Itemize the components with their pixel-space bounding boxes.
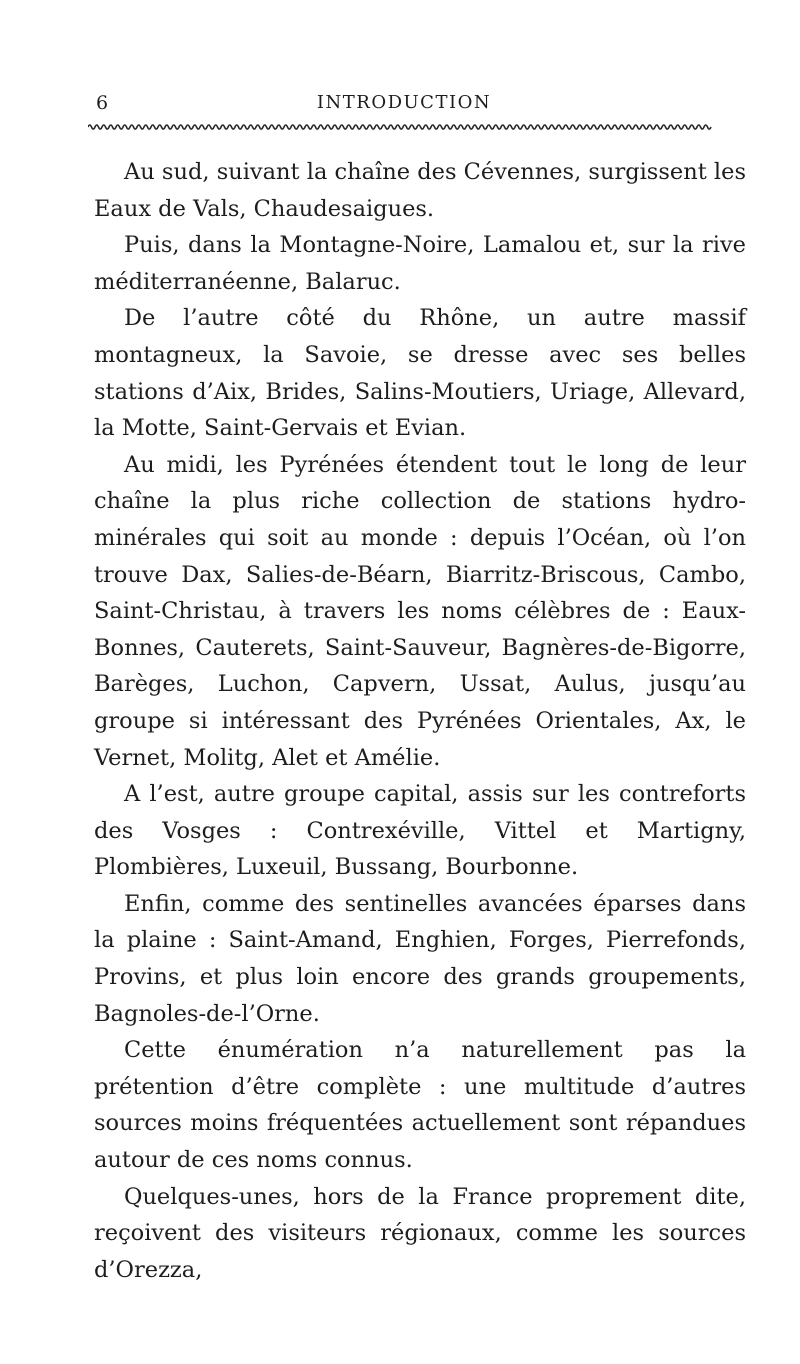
page-number: 6 [96, 92, 109, 114]
body-text [94, 154, 746, 1288]
paragraph: Quelques-unes, hors de la France proprement dite, reçoivent des visiteurs régionaux, comme les sources d’Orezza, [94, 1183, 746, 1283]
running-head [88, 92, 720, 120]
paragraph: Puis, dans la Montagne-Noire, Lamalou et, sur la rive méditerranéenne, Balaruc. [94, 232, 746, 295]
paragraph: A l’est, autre groupe capital, assis sur les contreforts des Vosges : Contrexéville, Vittel et Martigny, Plombières, Luxeuil, Bussang, Bourbonne. [94, 781, 746, 881]
paragraph: Au midi, les Pyrénées étendent tout le long de leur chaîne la plus riche collection de stations hydro-minérales qui soit au monde : depuis l’Océan, où l’on trouve Dax, Salies-de-Béarn, Biarritz-Briscous, Cambo, Saint-Christau, à travers les noms célèbres de : Eaux-Bonnes, Cauterets, Saint-Sauveur, Bagnères-de-Bigorre, Barèges, Luchon, Capvern, Ussat, Aulus, jusqu’au groupe si intéressant des Pyrénées Orientales, Ax, le Vernet, Molitg, Alet et Amélie. [94, 451, 746, 771]
paragraph: Au sud, suivant la chaîne des Cévennes, surgissent les Eaux de Vals, Chaudesaigues. [94, 159, 746, 222]
paragraph: De l’autre côté du Rhône, un autre massif montagneux, la Savoie, se dresse avec ses belles stations d’Aix, Brides, Salins-Moutiers, Uriage, Allevard, la Motte, Saint-Gervais et Evian. [94, 305, 746, 442]
paragraph: Enfin, comme des sentinelles avancées éparses dans la plaine : Saint-Amand, Enghien, Forges, Pierrefonds, Provins, et plus loin encore des grands groupements, Bagnoles-de-l’Orne. [94, 890, 746, 1027]
paragraph: Cette énumération n’a naturellement pas la prétention d’être complète : une multitude d’autres sources moins fréquentées actuellement sont répandues autour de ces noms connus. [94, 1037, 746, 1174]
wavy-rule-ornament [88, 121, 712, 133]
running-title: INTRODUCTION [316, 92, 492, 113]
